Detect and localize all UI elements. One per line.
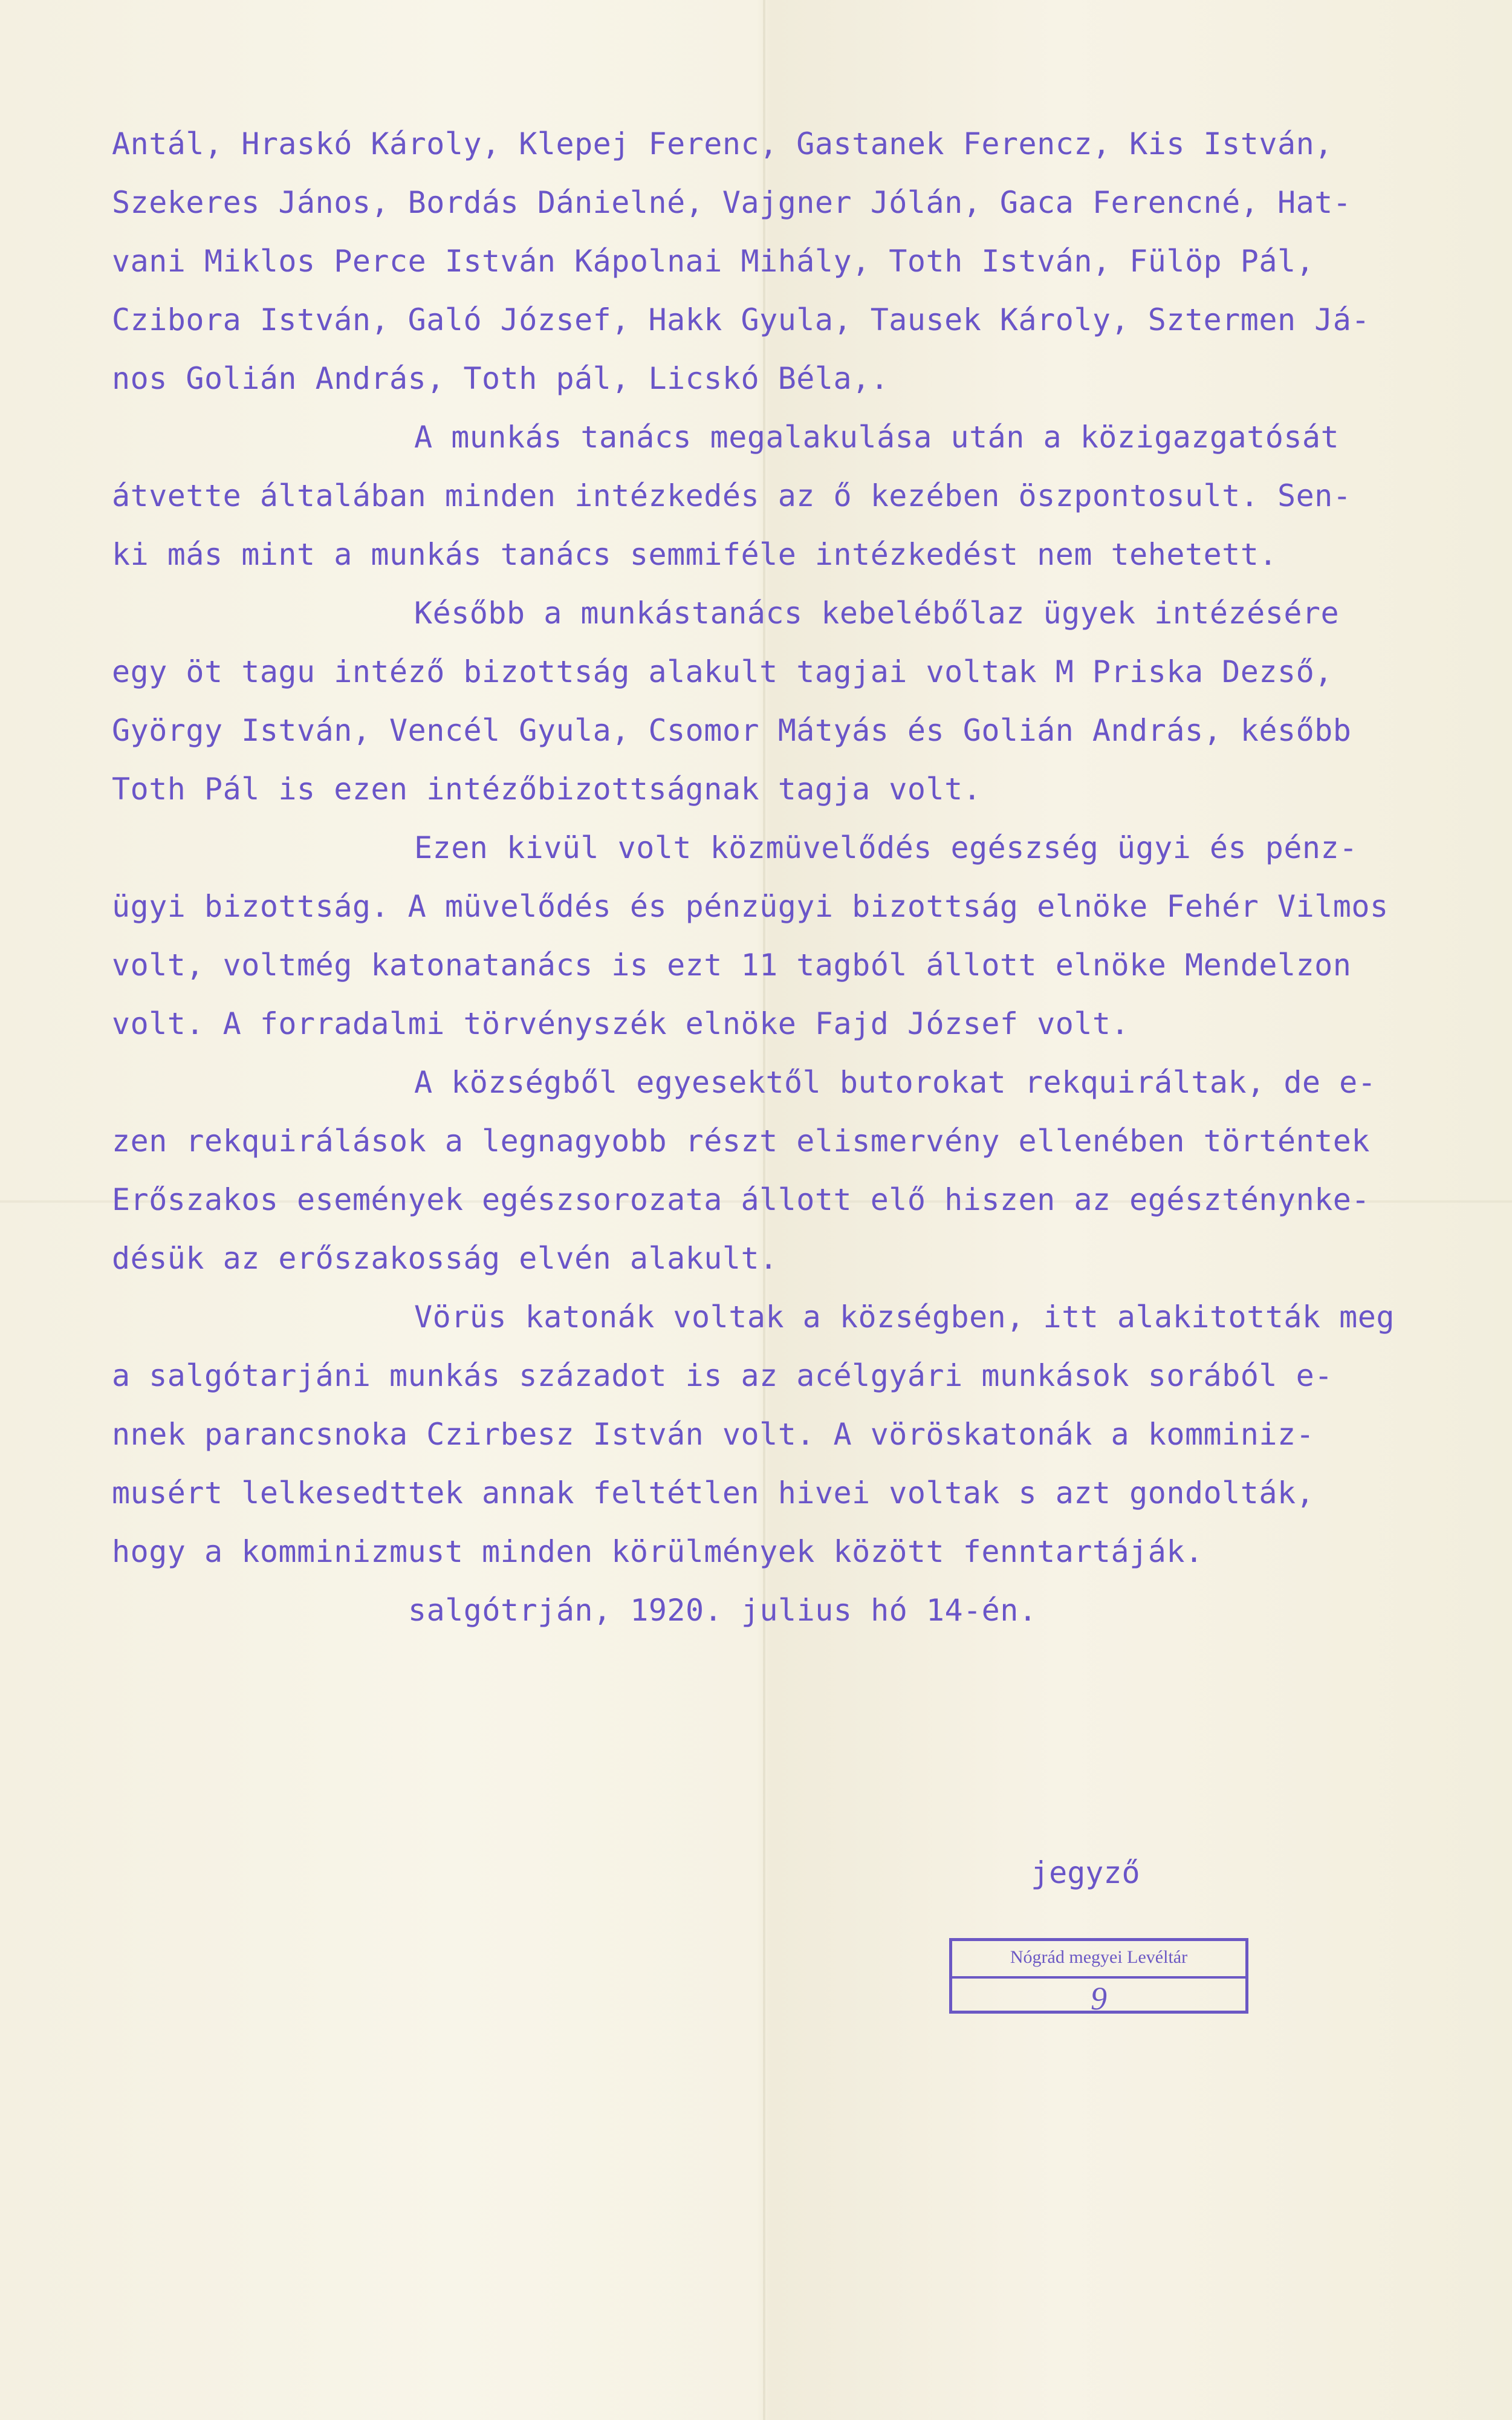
typed-text-body — [112, 115, 1496, 1640]
text-line: Erőszakos események egészsorozata állott elő hiszen az egészténynke- — [112, 1182, 1370, 1217]
text-line: a salgótarjáni munkás századot is az acélgyári munkások sorából e- — [112, 1358, 1333, 1393]
text-line: volt, voltmég katonatanács is ezt 11 tagból állott elnöke Mendelzon — [112, 948, 1352, 983]
text-line: vani Miklos Perce István Kápolnai Mihály, Toth István, Fülöp Pál, — [112, 244, 1315, 279]
text-line: A községből egyesektől butorokat rekquiráltak, de e- — [414, 1065, 1377, 1100]
place-date: salgótrján, 1920. julius hó 14-én. — [408, 1593, 1037, 1628]
text-line: György István, Vencél Gyula, Csomor Mátyás és Golián András, később — [112, 713, 1352, 748]
text-line: volt. A forradalmi törvényszék elnöke Fajd József volt. — [112, 1006, 1130, 1041]
archive-stamp — [949, 1938, 1248, 2017]
text-line: Czibora István, Galó József, Hakk Gyula, Tausek Károly, Sztermen Já- — [112, 302, 1370, 337]
text-line: Toth Pál is ezen intézőbizottságnak tagja volt. — [112, 772, 982, 807]
text-line: ügyi bizottság. A müvelődés és pénzügyi bizottság elnöke Fehér Vilmos — [112, 889, 1389, 924]
text-line: ki más mint a munkás tanács semmiféle intézkedést nem tehetett. — [112, 537, 1277, 572]
text-line: átvette általában minden intézkedés az ő kezében öszpontosult. Sen- — [112, 478, 1352, 513]
text-line: musért lelkesedttek annak feltétlen hivei voltak s azt gondolták, — [112, 1475, 1315, 1511]
text-line: nos Golián András, Toth pál, Licskó Béla,. — [112, 361, 889, 396]
stamp-number: 9 — [1091, 1980, 1107, 2017]
text-line: Ezen kivül volt közmüvelődés egészség ügyi és pénz- — [414, 830, 1358, 865]
text-line: A munkás tanács megalakulása után a közigazgatósát — [414, 420, 1340, 455]
text-line: désük az erőszakosság elvén alakult. — [112, 1241, 778, 1276]
stamp-divider — [952, 1976, 1245, 1979]
text-line: Vörüs katonák voltak a községben, itt alakitották meg — [414, 1299, 1395, 1335]
text-line: Szekeres János, Bordás Dánielné, Vajgner Jólán, Gaca Ferencné, Hat- — [112, 185, 1352, 220]
text-line: hogy a komminizmust minden körülmények között fenntartáják. — [112, 1534, 1204, 1569]
text-line: egy öt tagu intéző bizottság alakult tagjai voltak M Priska Dezső, — [112, 654, 1333, 689]
text-line: Antál, Hraskó Károly, Klepej Ferenc, Gastanek Ferencz, Kis István, — [112, 126, 1333, 161]
stamp-title: Nógrád megyei Levéltár — [1010, 1947, 1188, 1967]
signature-title: jegyző — [1031, 1855, 1140, 1890]
text-line: Később a munkástanács kebelébőlaz ügyek intézésére — [414, 596, 1340, 631]
text-line: zen rekquirálások a legnagyobb részt elismervény ellenében történtek — [112, 1124, 1370, 1159]
text-line: nnek parancsnoka Czirbesz István volt. A vöröskatonák a komminiz- — [112, 1417, 1315, 1452]
